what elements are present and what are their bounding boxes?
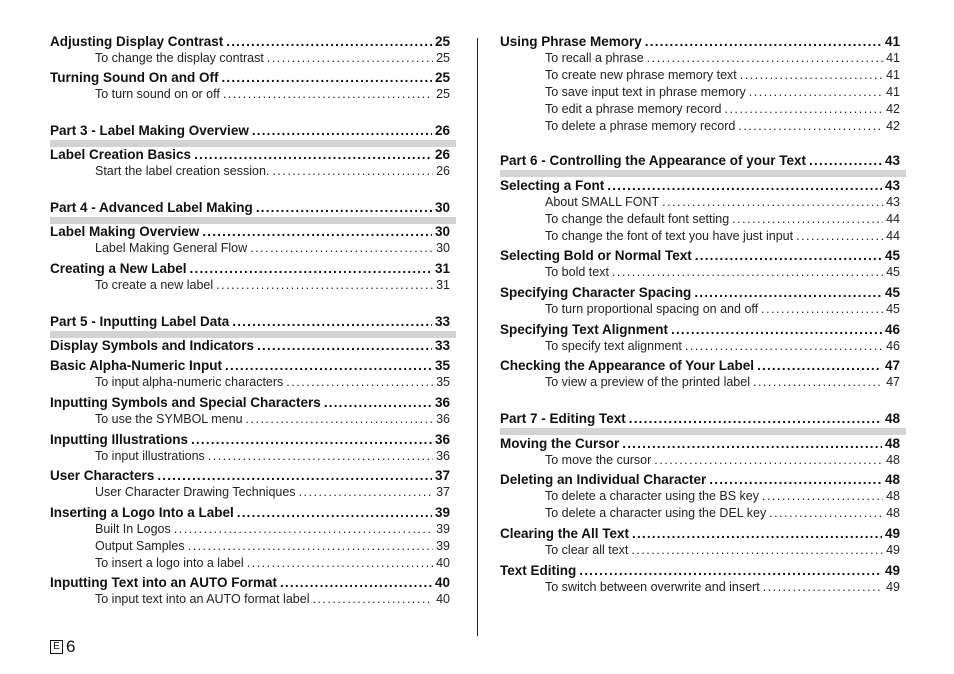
- entry-page-number: 44: [886, 229, 900, 243]
- entry-title: Using Phrase Memory: [500, 34, 642, 49]
- toc-subsection-entry: [545, 51, 900, 65]
- toc-subsection-entry: [545, 375, 900, 389]
- entry-page-number: 25: [434, 70, 450, 85]
- entry-page-number: 40: [434, 575, 450, 590]
- entry-page-number: 45: [884, 248, 900, 263]
- entry-page-number: 46: [884, 322, 900, 337]
- entry-page-number: 49: [884, 563, 900, 578]
- entry-title: To change the font of text you have just input: [545, 229, 794, 243]
- entry-title: To recall a phrase: [545, 51, 644, 65]
- toc-subsection-entry: [95, 241, 450, 255]
- dot-leader: [612, 265, 883, 279]
- dot-leader: [190, 261, 432, 276]
- entry-title: To delete a character using the DEL key: [545, 506, 767, 520]
- toc-section-entry: [500, 563, 900, 578]
- entry-title: Selecting a Font: [500, 178, 605, 193]
- toc-part-heading: [500, 153, 900, 168]
- entry-page-number: 36: [436, 449, 450, 463]
- entry-title: Deleting an Individual Character: [500, 472, 707, 487]
- entry-title: Moving the Cursor: [500, 436, 620, 451]
- dot-leader: [740, 68, 883, 82]
- entry-page-number: 48: [886, 453, 900, 467]
- entry-page-number: 49: [886, 580, 900, 594]
- entry-title: Inserting a Logo Into a Label: [50, 505, 234, 520]
- entry-page-number: 45: [886, 302, 900, 316]
- toc-section-entry: [50, 34, 450, 49]
- toc-section-entry: [50, 505, 450, 520]
- entry-page-number: 36: [436, 412, 450, 426]
- entry-title: Specifying Character Spacing: [500, 285, 692, 300]
- dot-leader: [662, 195, 883, 209]
- toc-section-entry: [50, 432, 450, 447]
- entry-page-number: 30: [436, 241, 450, 255]
- entry-title: Basic Alpha-Numeric Input: [50, 358, 223, 373]
- dot-leader: [709, 472, 882, 487]
- dot-leader: [629, 411, 882, 426]
- entry-title: Output Samples: [95, 539, 185, 553]
- entry-title: User Characters: [50, 468, 155, 483]
- entry-title: Inputting Symbols and Special Characters: [50, 395, 321, 410]
- toc-subsection-entry: [545, 453, 900, 467]
- entry-title: To clear all text: [545, 543, 629, 557]
- dot-leader: [312, 592, 433, 606]
- toc-subsection-entry: [545, 85, 900, 99]
- toc-subsection-entry: [95, 522, 450, 536]
- toc-section-entry: [50, 70, 450, 85]
- toc-subsection-entry: [545, 506, 900, 520]
- entry-title: Creating a New Label: [50, 261, 187, 276]
- dot-leader: [732, 212, 883, 226]
- dot-leader: [237, 505, 432, 520]
- entry-title: To delete a character using the BS key: [545, 489, 760, 503]
- entry-title: To input illustrations: [95, 449, 205, 463]
- part-heading-band: [500, 170, 906, 177]
- entry-page-number: 41: [886, 51, 900, 65]
- dot-leader: [225, 358, 432, 373]
- entry-page-number: 48: [886, 489, 900, 503]
- dot-leader: [695, 248, 882, 263]
- toc-subsection-entry: [545, 102, 900, 116]
- dot-leader: [724, 102, 883, 116]
- entry-page-number: 48: [884, 436, 900, 451]
- entry-title: Inputting Illustrations: [50, 432, 188, 447]
- toc-section-entry: [50, 358, 450, 373]
- dot-leader: [202, 224, 432, 239]
- toc-subsection-entry: [545, 302, 900, 316]
- toc-subsection-entry: [95, 164, 450, 178]
- entry-page-number: 37: [434, 468, 450, 483]
- toc-subsection-entry: [95, 375, 450, 389]
- toc-subsection-entry: [545, 489, 900, 503]
- dot-leader: [579, 563, 882, 578]
- entry-page-number: 40: [436, 556, 450, 570]
- dot-leader: [762, 489, 883, 503]
- entry-page-number: 25: [436, 87, 450, 101]
- entry-page-number: 45: [886, 265, 900, 279]
- entry-page-number: 43: [884, 178, 900, 193]
- dot-leader: [272, 164, 433, 178]
- entry-title: To move the cursor: [545, 453, 652, 467]
- dot-leader: [157, 468, 432, 483]
- entry-page-number: 49: [886, 543, 900, 557]
- entry-title: Part 6 - Controlling the Appearance of your Text: [500, 153, 807, 168]
- entry-title: Part 4 - Advanced Label Making: [50, 200, 253, 215]
- toc-section-entry: [500, 248, 900, 263]
- entry-page-number: 47: [884, 358, 900, 373]
- entry-page-number: 36: [434, 395, 450, 410]
- entry-title: To switch between overwrite and insert: [545, 580, 760, 594]
- language-marker-icon: E: [50, 640, 63, 654]
- entry-title: Inputting Text into an AUTO Format: [50, 575, 277, 590]
- toc-section-entry: [500, 322, 900, 337]
- dot-leader: [208, 449, 433, 463]
- dot-leader: [257, 338, 432, 353]
- entry-page-number: 36: [434, 432, 450, 447]
- dot-leader: [753, 375, 883, 389]
- entry-page-number: 44: [886, 212, 900, 226]
- dot-leader: [632, 526, 882, 541]
- toc-part-heading: [50, 200, 450, 215]
- entry-title: To input alpha-numeric characters: [95, 375, 284, 389]
- entry-title: To input text into an AUTO format label: [95, 592, 310, 606]
- entry-title: To delete a phrase memory record: [545, 119, 736, 133]
- entry-page-number: 48: [886, 506, 900, 520]
- entry-page-number: 48: [884, 411, 900, 426]
- dot-leader: [191, 432, 432, 447]
- toc-subsection-entry: [545, 229, 900, 243]
- dot-leader: [631, 543, 883, 557]
- entry-title: To insert a logo into a label: [95, 556, 244, 570]
- entry-title: To change the default font setting: [545, 212, 730, 226]
- toc-subsection-entry: [95, 449, 450, 463]
- entry-title: Label Making General Flow: [95, 241, 248, 255]
- toc-subsection-entry: [545, 68, 900, 82]
- entry-page-number: 31: [436, 278, 450, 292]
- entry-page-number: 26: [436, 164, 450, 178]
- entry-page-number: 33: [434, 338, 450, 353]
- dot-leader: [671, 322, 882, 337]
- dot-leader: [194, 147, 432, 162]
- dot-leader: [188, 539, 433, 553]
- dot-leader: [607, 178, 882, 193]
- entry-page-number: 37: [436, 485, 450, 499]
- entry-title: Start the label creation session.: [95, 164, 270, 178]
- toc-subsection-entry: [545, 339, 900, 353]
- entry-page-number: 42: [886, 119, 900, 133]
- toc-subsection-entry: [95, 485, 450, 499]
- entry-title: To view a preview of the printed label: [545, 375, 750, 389]
- toc-subsection-entry: [95, 51, 450, 65]
- entry-page-number: 46: [886, 339, 900, 353]
- entry-title: Label Creation Basics: [50, 147, 192, 162]
- dot-leader: [174, 522, 433, 536]
- dot-leader: [232, 314, 432, 329]
- toc-section-entry: [500, 34, 900, 49]
- toc-section-entry: [500, 436, 900, 451]
- entry-page-number: 40: [436, 592, 450, 606]
- entry-page-number: 49: [884, 526, 900, 541]
- entry-page-number: 33: [434, 314, 450, 329]
- dot-leader: [221, 70, 432, 85]
- entry-title: About SMALL FONT: [545, 195, 660, 209]
- toc-section-entry: [500, 358, 900, 373]
- toc-section-entry: [50, 261, 450, 276]
- dot-leader: [757, 358, 882, 373]
- toc-subsection-entry: [95, 278, 450, 292]
- entry-page-number: 41: [884, 34, 900, 49]
- toc-part-heading: [500, 411, 900, 426]
- toc-subsection-entry: [545, 119, 900, 133]
- toc-subsection-entry: [545, 265, 900, 279]
- entry-title: To change the display contrast: [95, 51, 264, 65]
- entry-title: Adjusting Display Contrast: [50, 34, 224, 49]
- dot-leader: [685, 339, 883, 353]
- entry-title: Part 3 - Label Making Overview: [50, 123, 249, 138]
- toc-section-entry: [500, 178, 900, 193]
- toc-section-entry: [50, 147, 450, 162]
- toc-subsection-entry: [545, 543, 900, 557]
- dot-leader: [622, 436, 882, 451]
- dot-leader: [749, 85, 883, 99]
- toc-section-entry: [50, 224, 450, 239]
- toc-subsection-entry: [545, 212, 900, 226]
- entry-title: To create a new label: [95, 278, 214, 292]
- entry-title: To edit a phrase memory record: [545, 102, 722, 116]
- dot-leader: [223, 87, 433, 101]
- dot-leader: [250, 241, 433, 255]
- entry-title: To create new phrase memory text: [545, 68, 737, 82]
- entry-title: To turn sound on or off: [95, 87, 220, 101]
- dot-leader: [769, 506, 883, 520]
- part-heading-band: [50, 331, 456, 338]
- entry-page-number: 35: [436, 375, 450, 389]
- entry-page-number: 26: [434, 147, 450, 162]
- part-heading-band: [500, 428, 906, 435]
- dot-leader: [809, 153, 882, 168]
- toc-subsection-entry: [95, 556, 450, 570]
- entry-page-number: 42: [886, 102, 900, 116]
- dot-leader: [252, 123, 432, 138]
- entry-page-number: 39: [434, 505, 450, 520]
- dot-leader: [647, 51, 883, 65]
- toc-section-entry: [500, 285, 900, 300]
- part-heading-band: [50, 217, 456, 224]
- dot-leader: [761, 302, 883, 316]
- dot-leader: [738, 119, 883, 133]
- dot-leader: [324, 395, 432, 410]
- entry-page-number: 31: [434, 261, 450, 276]
- entry-title: Clearing the All Text: [500, 526, 630, 541]
- entry-title: To save input text in phrase memory: [545, 85, 746, 99]
- toc-part-heading: [50, 314, 450, 329]
- dot-leader: [256, 200, 432, 215]
- toc-section-entry: [50, 468, 450, 483]
- dot-leader: [280, 575, 432, 590]
- entry-title: To bold text: [545, 265, 609, 279]
- toc-section-entry: [50, 575, 450, 590]
- entry-page-number: 41: [886, 68, 900, 82]
- toc-subsection-entry: [545, 580, 900, 594]
- entry-title: Label Making Overview: [50, 224, 200, 239]
- dot-leader: [216, 278, 433, 292]
- entry-page-number: 39: [436, 522, 450, 536]
- dot-leader: [247, 556, 433, 570]
- dot-leader: [246, 412, 434, 426]
- dot-leader: [694, 285, 882, 300]
- entry-page-number: 47: [886, 375, 900, 389]
- toc-section-entry: [50, 395, 450, 410]
- part-heading-band: [50, 140, 456, 147]
- dot-leader: [645, 34, 882, 49]
- entry-page-number: 48: [884, 472, 900, 487]
- dot-leader: [654, 453, 883, 467]
- entry-title: Built In Logos: [95, 522, 171, 536]
- entry-page-number: 43: [884, 153, 900, 168]
- entry-page-number: 30: [434, 224, 450, 239]
- entry-page-number: 26: [434, 123, 450, 138]
- entry-page-number: 39: [436, 539, 450, 553]
- toc-subsection-entry: [95, 412, 450, 426]
- entry-title: Turning Sound On and Off: [50, 70, 219, 85]
- toc-subsection-entry: [95, 539, 450, 553]
- entry-title: Text Editing: [500, 563, 577, 578]
- entry-title: Display Symbols and Indicators: [50, 338, 255, 353]
- dot-leader: [267, 51, 433, 65]
- toc-subsection-entry: [95, 87, 450, 101]
- toc-subsection-entry: [95, 592, 450, 606]
- toc-section-entry: [500, 526, 900, 541]
- entry-page-number: 35: [434, 358, 450, 373]
- entry-title: Part 5 - Inputting Label Data: [50, 314, 230, 329]
- page-number-footer: [50, 637, 75, 657]
- entry-page-number: 43: [886, 195, 900, 209]
- dot-leader: [286, 375, 433, 389]
- dot-leader: [299, 485, 434, 499]
- entry-title: Selecting Bold or Normal Text: [500, 248, 692, 263]
- entry-title: To use the SYMBOL menu: [95, 412, 243, 426]
- entry-page-number: 41: [886, 85, 900, 99]
- toc-subsection-entry: [545, 195, 900, 209]
- toc-section-entry: [50, 338, 450, 353]
- entry-title: Specifying Text Alignment: [500, 322, 669, 337]
- toc-part-heading: [50, 123, 450, 138]
- dot-leader: [226, 34, 432, 49]
- column-divider: [477, 38, 478, 636]
- entry-title: Part 7 - Editing Text: [500, 411, 626, 426]
- entry-title: User Character Drawing Techniques: [95, 485, 296, 499]
- entry-title: To turn proportional spacing on and off: [545, 302, 759, 316]
- entry-page-number: 30: [434, 200, 450, 215]
- entry-page-number: 45: [884, 285, 900, 300]
- entry-page-number: 25: [434, 34, 450, 49]
- entry-page-number: 25: [436, 51, 450, 65]
- entry-title: To specify text alignment: [545, 339, 682, 353]
- entry-title: Checking the Appearance of Your Label: [500, 358, 755, 373]
- dot-leader: [796, 229, 883, 243]
- toc-section-entry: [500, 472, 900, 487]
- dot-leader: [763, 580, 883, 594]
- page-number: 6: [66, 637, 76, 656]
